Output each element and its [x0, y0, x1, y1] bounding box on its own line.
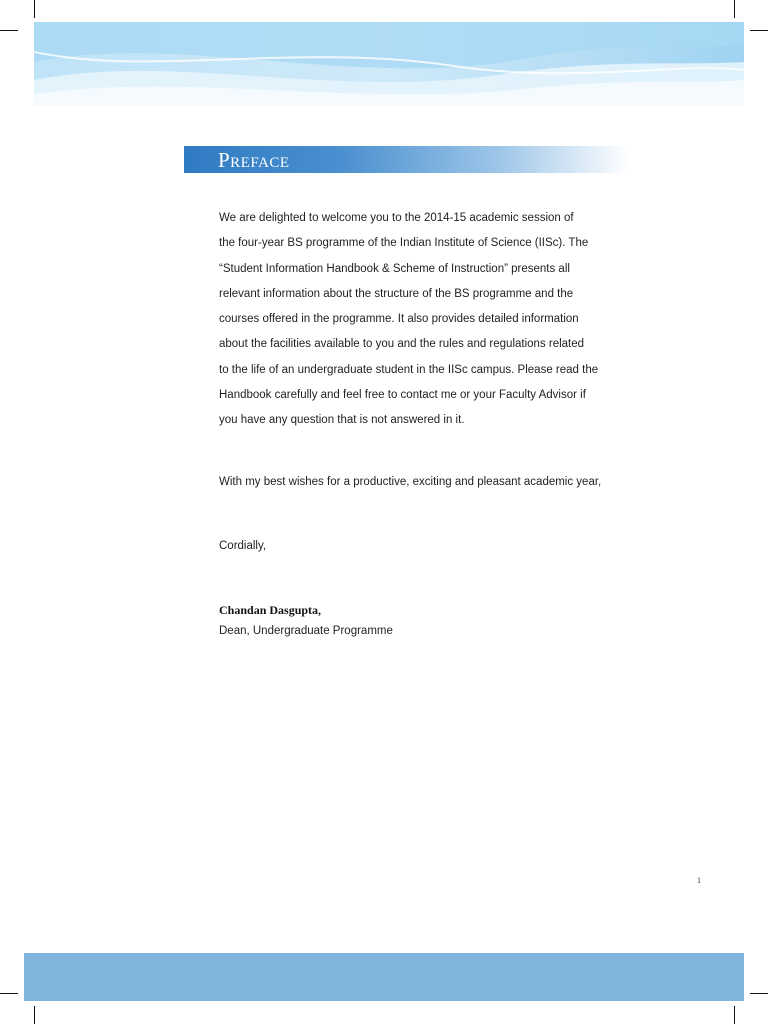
- crop-mark: [34, 1006, 35, 1024]
- footer-band: [24, 953, 744, 1001]
- crop-mark: [0, 30, 18, 31]
- signature-name: Chandan Dasgupta,: [219, 603, 322, 617]
- paragraph-line: Handbook carefully and feel free to contact me or your Faculty Advisor if: [219, 389, 586, 402]
- paragraph-line: the four-year BS programme of the Indian Institute of Science (IISc). The: [219, 237, 589, 250]
- page-title: Preface: [218, 148, 290, 172]
- preface-paragraph: [219, 206, 619, 434]
- paragraph-line: courses offered in the programme. It also provides detailed information: [219, 313, 579, 326]
- paragraph-line: “Student Information Handbook & Scheme of Instruction” presents all: [219, 262, 570, 275]
- crop-mark: [734, 1006, 735, 1024]
- signature-title: Dean, Undergraduate Programme: [219, 625, 393, 637]
- paragraph-line: relevant information about the structure of the BS programme and the: [219, 287, 574, 300]
- paragraph-line: We are delighted to welcome you to the 2014-15 academic session of: [219, 212, 574, 224]
- closing-line: Cordially,: [219, 540, 267, 552]
- paragraph-line: about the facilities available to you and the rules and regulations related: [219, 338, 585, 351]
- paragraph-line: to the life of an undergraduate student in the IISc campus. Please read the: [219, 363, 599, 376]
- header-wave-banner: [34, 22, 744, 106]
- crop-mark: [734, 0, 735, 18]
- wishes-line: With my best wishes for a productive, exciting and pleasant academic year,: [219, 476, 602, 488]
- page-number: 1: [697, 876, 701, 885]
- paragraph-line: you have any question that is not answered in it.: [219, 414, 465, 427]
- crop-mark: [750, 993, 768, 994]
- crop-mark: [750, 30, 768, 31]
- crop-mark: [0, 993, 18, 994]
- crop-mark: [34, 0, 35, 18]
